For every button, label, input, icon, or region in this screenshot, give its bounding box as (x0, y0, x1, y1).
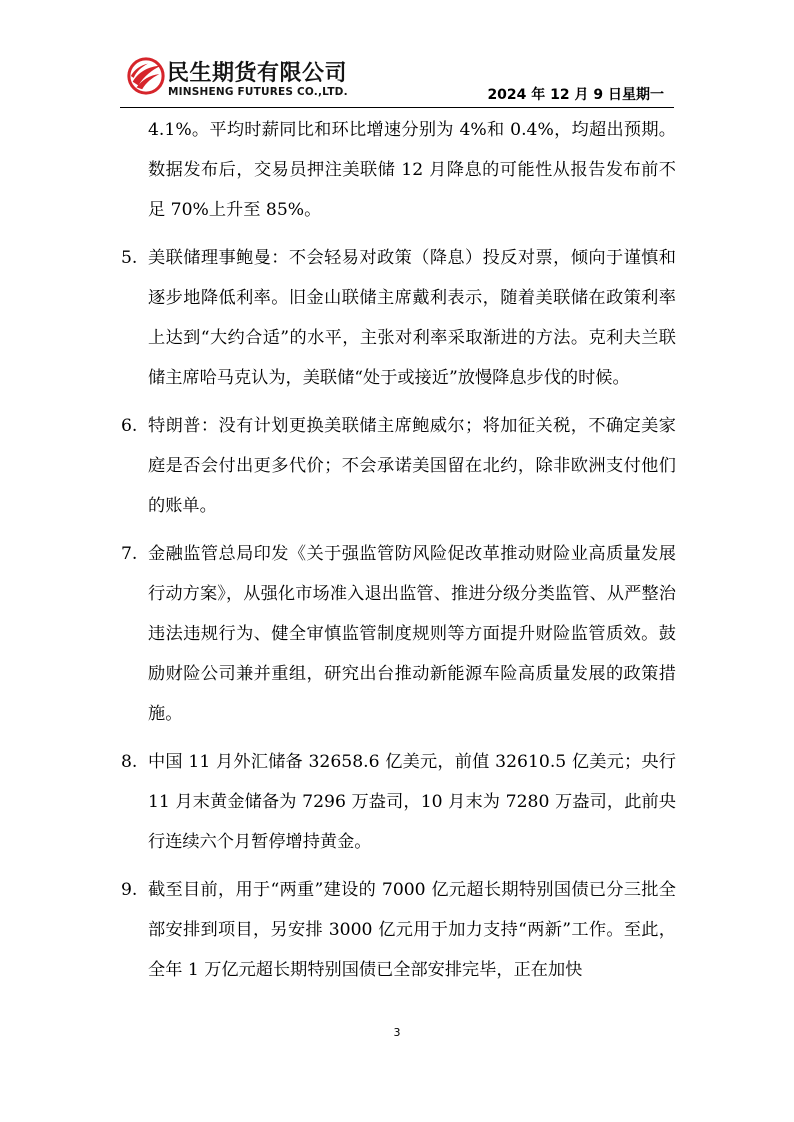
list-item-text: 美联储理事鲍曼：不会轻易对政策（降息）投反对票，倾向于谨慎和逐步地降低利率。旧金山联储主席戴利表示，随着美联储在政策利率上达到“大约合适”的水平，主张对利率采取渐进的方法。克利夫兰联储主席哈马克认为，美联储“处于或接近”放慢降息步伐的时候。 (148, 248, 676, 388)
list-item-number: 7. (121, 544, 138, 564)
company-name-cn: 民生期货有限公司 (167, 61, 348, 86)
list-item (121, 238, 676, 398)
continued-paragraph: 4.1%。平均时薪同比和环比增速分别为 4%和 0.4%，均超出预期。数据发布后，交易员押注美联储 12 月降息的可能性从报告发布前不足 70%上升至 85%。 (148, 120, 676, 220)
list-item (121, 534, 676, 734)
list-item (121, 742, 676, 862)
list-item-text: 中国 11 月外汇储备 32658.6 亿美元，前值 32610.5 亿美元；央行 11 月末黄金储备为 7296 万盎司，10 月末为 7280 万盎司，此前央行连续六个月暂停增持黄金。 (148, 752, 676, 852)
list-item-number: 5. (121, 248, 138, 268)
list-item-text: 截至目前，用于“两重”建设的 7000 亿元超长期特别国债已分三批全部安排到项目，另安排 3000 亿元用于加力支持“两新”工作。至此，全年 1 万亿元超长期特别国债已全部安排完毕，正在加快 (148, 880, 676, 980)
page-number: 3 (393, 1026, 401, 1039)
list-item-text: 金融监管总局印发《关于强监管防风险促改革推动财险业高质量发展行动方案》，从强化市场准入退出监管、推进分级分类监管、从严整治违法违规行为、健全审慎监管制度规则等方面提升财险监管质效。鼓励财险公司兼并重组，研究出台推动新能源车险高质量发展的政策措施。 (148, 544, 676, 724)
document-body (121, 110, 676, 990)
list-item-number: 9. (121, 880, 138, 900)
list-item (121, 406, 676, 526)
minsheng-logo-icon (127, 57, 165, 95)
list-item-number: 8. (121, 752, 138, 772)
list-item (121, 870, 676, 990)
report-date: 2024 年 12 月 9 日星期一 (487, 87, 664, 103)
list-item-text: 特朗普：没有计划更换美联储主席鲍威尔；将加征关税，不确定美家庭是否会付出更多代价；不会承诺美国留在北约，除非欧洲支付他们的账单。 (148, 416, 676, 516)
company-logo (127, 55, 367, 101)
list-item-number: 6. (121, 416, 138, 436)
header-divider (120, 107, 674, 108)
company-name-en: MINSHENG FUTURES CO.,LTD. (168, 86, 348, 98)
page-header (0, 0, 794, 110)
